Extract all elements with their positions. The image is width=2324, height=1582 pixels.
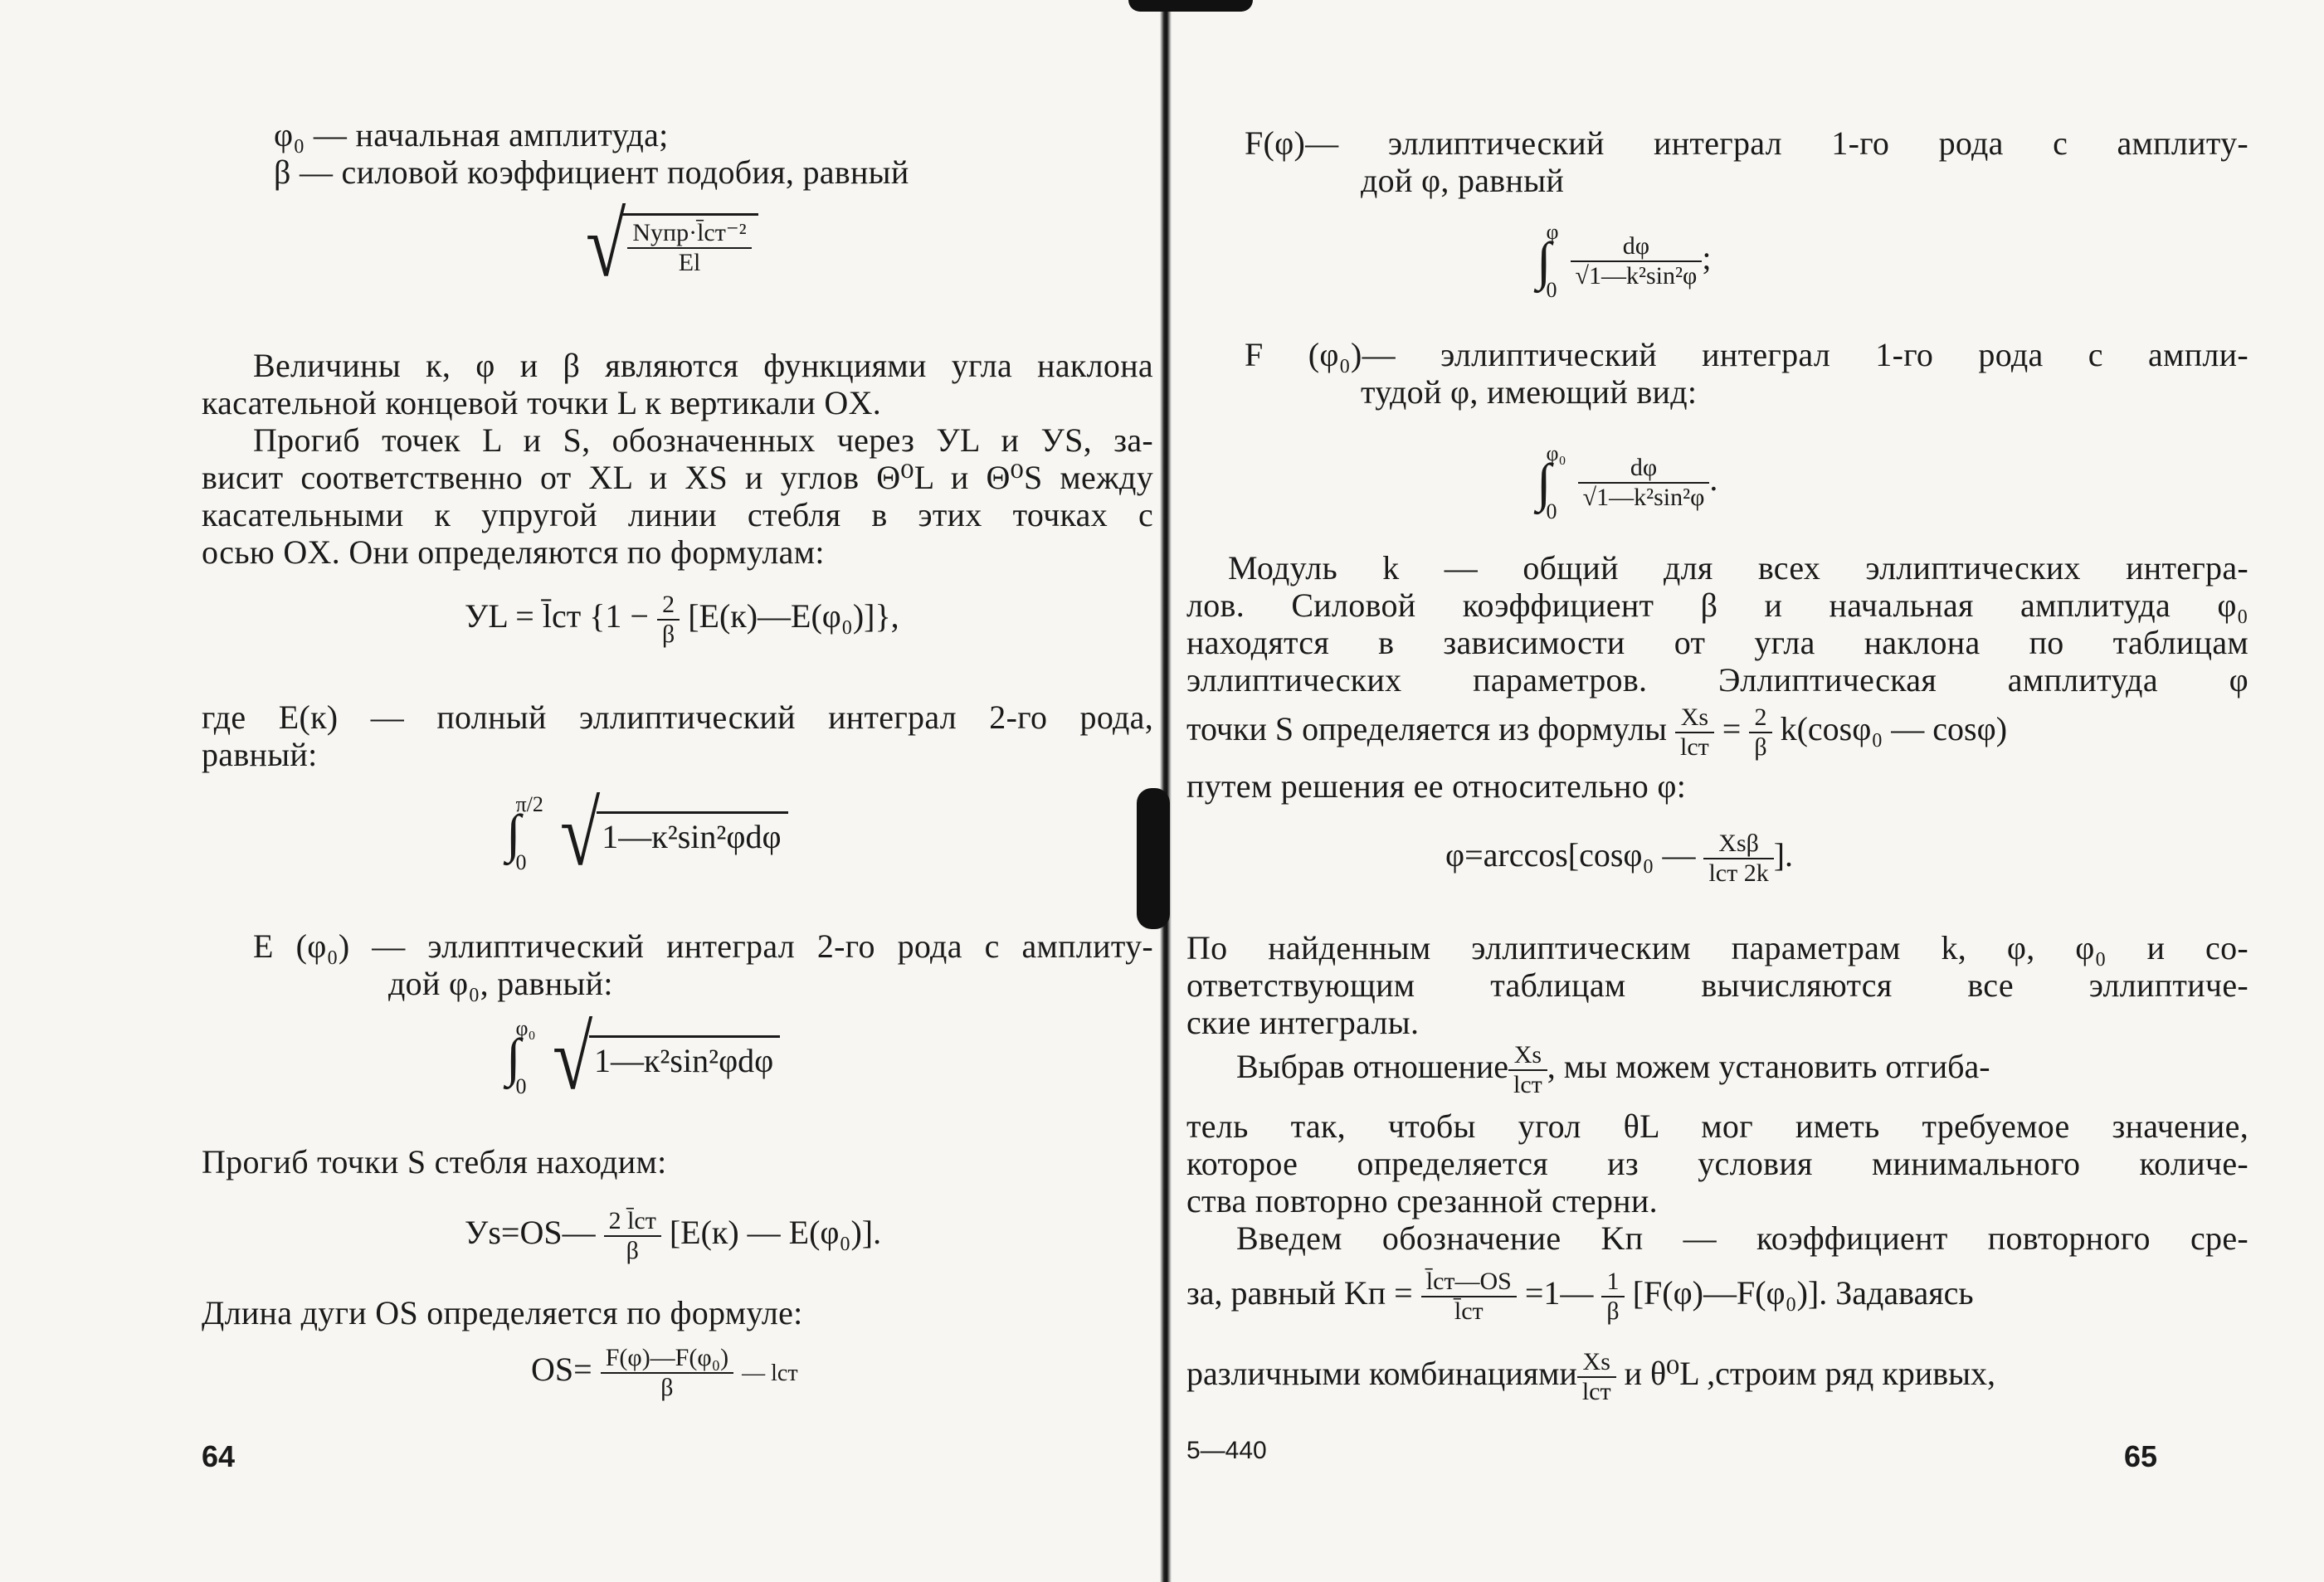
page-number: 65 (2124, 1439, 2158, 1473)
xs-equation: точки S определяется из формулы $\frac{Xs}{\text{lст}}$ = $\frac{2}{\beta}$ k(cosφ₀ — cosφ) (1186, 703, 2008, 761)
ephi-integral: ∫ φ₀ 0 √1—к²sin²φdφ (506, 1016, 780, 1099)
text-line: дой φ₀, равный: (388, 965, 613, 1002)
text-line: E (φ₀) — эллиптический интеграл 2-го рода с амплиту- (253, 927, 1153, 965)
text-line: тудой φ, имеющий вид: (1361, 373, 1698, 411)
text-line: касательной концевой точки L к вертикали OX. (202, 384, 882, 421)
text-line: путем решения ее относительно φ: (1186, 767, 1687, 805)
text-line: ответствующим таблицам вычисляются все эллиптиче- (1186, 966, 2248, 1004)
text-line: дой φ, равный (1361, 162, 1565, 199)
text-line: F (φ₀)— эллиптический интеграл 1-го рода с ампли- (1245, 336, 2248, 373)
yl-formula: УL = l̄ст {1 − $\frac{2}{\beta}$ [E(к)—E(φ₀)]}, (465, 591, 899, 648)
os-formula: OS= $\frac{\text{F(φ)—F(φ₀)}}{\beta}$ — lст (531, 1344, 798, 1401)
f0-integral: ∫ φ₀ 0 $\frac{d\varphi}{\text{√1—k²sin²φ}}$ . (1537, 441, 1718, 523)
f-integral: ∫ φ 0 $\frac{d\varphi}{\text{√1—k²sin²φ}}$ ; (1537, 220, 1712, 302)
text-line: висит соответственно от XL и XS и углов Θ⁰L и Θ⁰S между (202, 459, 1153, 496)
xs-ratio-line: Выбрав отношение $\frac{Xs}{\text{lст}}$ , мы можем установить отгиба- (1236, 1041, 1990, 1098)
text-line: Величины к, φ и β являются функциями угла наклона (253, 347, 1153, 384)
text-line: β — силовой коэффициент подобия, равный (274, 153, 909, 191)
text-line: тель так, чтобы угол θL мог иметь требуемое значение, (1186, 1107, 2248, 1145)
ys-formula: Уs=OS— $\frac{2 l̄ст}{\beta}$ [E(к) — E(φ₀)]. (465, 1207, 882, 1264)
text-line: равный: (202, 736, 318, 773)
text-line: Модуль k — общий для всех эллиптических интегра- (1228, 549, 2248, 587)
text-line: ства повторно срезанной стерни. (1186, 1182, 1658, 1219)
text-line: Прогиб точки S стебля находим: (202, 1143, 667, 1180)
footer-signature: 5—440 (1186, 1437, 1267, 1464)
text-line: Длина дуги OS определяется по формуле: (202, 1294, 803, 1331)
text-line: где E(к) — полный эллиптический интеграл 2-го рода, (202, 699, 1153, 736)
text-line: F(φ)— эллиптический интеграл 1-го рода с амплиту- (1245, 124, 2248, 162)
text-line: находятся в зависимости от угла наклона по таблицам (1186, 624, 2248, 661)
text-line: Прогиб точек L и S, обозначенных через УL и УS, за- (253, 421, 1153, 459)
text-line: лов. Силовой коэффициент β и начальная амплитуда φ₀ (1186, 587, 2248, 624)
page-number: 64 (202, 1439, 236, 1473)
text-line: Введем обозначение Kп — коэффициент повторного сре- (1236, 1219, 2248, 1257)
text-line: эллиптических параметров. Эллиптическая амплитуда φ (1186, 661, 2248, 699)
combinations-line: различными комбинациями $\frac{Xs}{\text{lст}}$ и θ⁰L ,строим ряд кривых, (1186, 1348, 1995, 1405)
right-page (1172, 0, 2324, 1582)
text-line: φ₀ — начальная амплитуда; (274, 116, 669, 153)
beta-formula: √ $\frac{\text{Nупр·l̄ст⁻²}}{El}$ (581, 207, 758, 282)
text-line: осью OX. Они определяются по формулам: (202, 533, 825, 571)
left-page (0, 0, 1160, 1582)
kn-formula: за, равный Kп = $\frac{l̄ст—OS}{l̄ст}$ =1— $\frac{1}{\beta}$ [F(φ)—F(φ₀)]. Задаваясь (1186, 1268, 1974, 1325)
ek-integral: ∫ π/2 0 √1—к²sin²φdφ (506, 792, 788, 875)
phi-formula: φ=arccos[cosφ₀ — $\frac{\text{Xsβ}}{\text{lст 2k}}$ ]. (1445, 830, 1794, 887)
text-line: которое определяется из условия минимального количе- (1186, 1145, 2248, 1182)
text-line: касательными к упругой линии стебля в этих точках с (202, 496, 1153, 533)
text-line: По найденным эллиптическим параметрам k, φ, φ₀ и со- (1186, 929, 2248, 966)
text-line: ские интегралы. (1186, 1004, 1420, 1041)
